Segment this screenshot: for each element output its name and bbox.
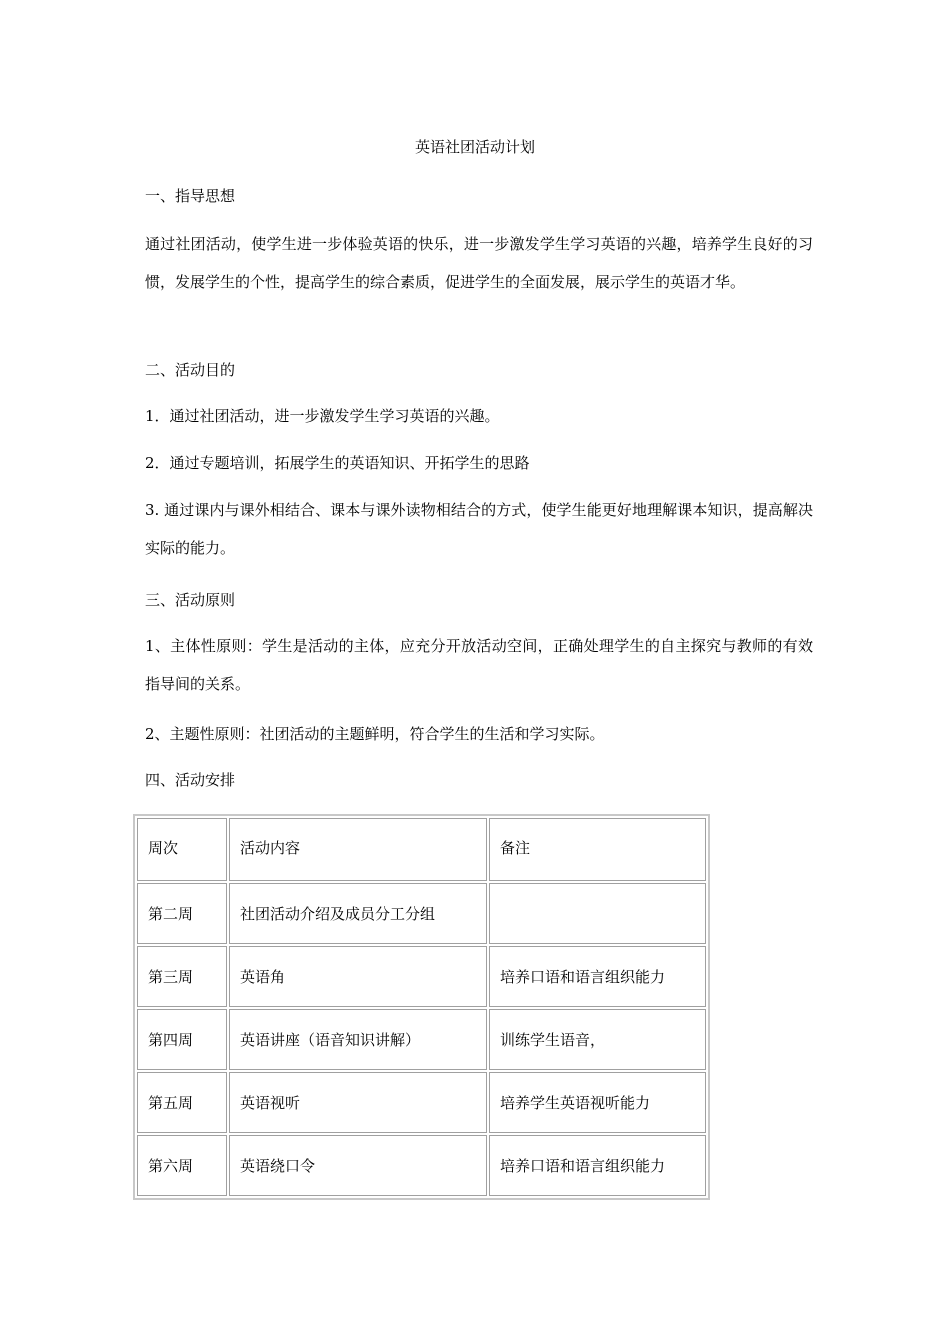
section-heading-schedule: 四、活动安排 [145, 771, 236, 789]
table-row [137, 946, 706, 1007]
cell-week: 第五周 [137, 1072, 227, 1133]
section-heading-purpose: 二、活动目的 [145, 361, 236, 379]
cell-note: 训练学生语音， [489, 1009, 706, 1070]
cell-activity: 英语讲座（语音知识讲解） [229, 1009, 487, 1070]
table-row [137, 1009, 706, 1070]
cell-activity: 社团活动介绍及成员分工分组 [229, 883, 487, 944]
cell-activity: 英语角 [229, 946, 487, 1007]
purpose-item-2: 2．通过专题培训，拓展学生的英语知识、开拓学生的思路 [145, 454, 530, 472]
header-activity: 活动内容 [229, 818, 487, 881]
cell-week: 第四周 [137, 1009, 227, 1070]
table-row [137, 883, 706, 944]
principle-item-1: 1、主体性原则：学生是活动的主体，应充分开放活动空间，正确处理学生的自主探究与教师的有效指导间的关系。 [145, 637, 813, 693]
cell-activity: 英语绕口令 [229, 1135, 487, 1196]
cell-week: 第三周 [137, 946, 227, 1007]
cell-activity: 英语视听 [229, 1072, 487, 1133]
document-title: 英语社团活动计划 [414, 138, 535, 156]
cell-week: 第六周 [137, 1135, 227, 1196]
table-row [137, 1135, 706, 1196]
section-heading-guiding-thought: 一、指导思想 [145, 187, 236, 205]
table-header-row [137, 818, 706, 881]
purpose-item-3: 3. 通过课内与课外相结合、课本与课外读物相结合的方式，使学生能更好地理解课本知识，提高解决实际的能力。 [145, 501, 813, 557]
schedule-table [133, 814, 710, 1200]
header-note: 备注 [489, 818, 706, 881]
principle-item-2: 2、主题性原则：社团活动的主题鲜明，符合学生的生活和学习实际。 [145, 725, 605, 743]
cell-note [489, 883, 706, 944]
table-row [137, 1072, 706, 1133]
cell-note: 培养口语和语言组织能力 [489, 946, 706, 1007]
cell-note: 培养口语和语言组织能力 [489, 1135, 706, 1196]
section-heading-principles: 三、活动原则 [145, 591, 236, 609]
purpose-item-1: 1．通过社团活动，进一步激发学生学习英语的兴趣。 [145, 407, 500, 425]
cell-week: 第二周 [137, 883, 227, 944]
header-week: 周次 [137, 818, 227, 881]
cell-note: 培养学生英语视听能力 [489, 1072, 706, 1133]
guiding-thought-paragraph: 通过社团活动，使学生进一步体验英语的快乐，进一步激发学生学习英语的兴趣，培养学生良好的习惯，发展学生的个性，提高学生的综合素质，促进学生的全面发展，展示学生的英语才华。 [145, 235, 813, 291]
